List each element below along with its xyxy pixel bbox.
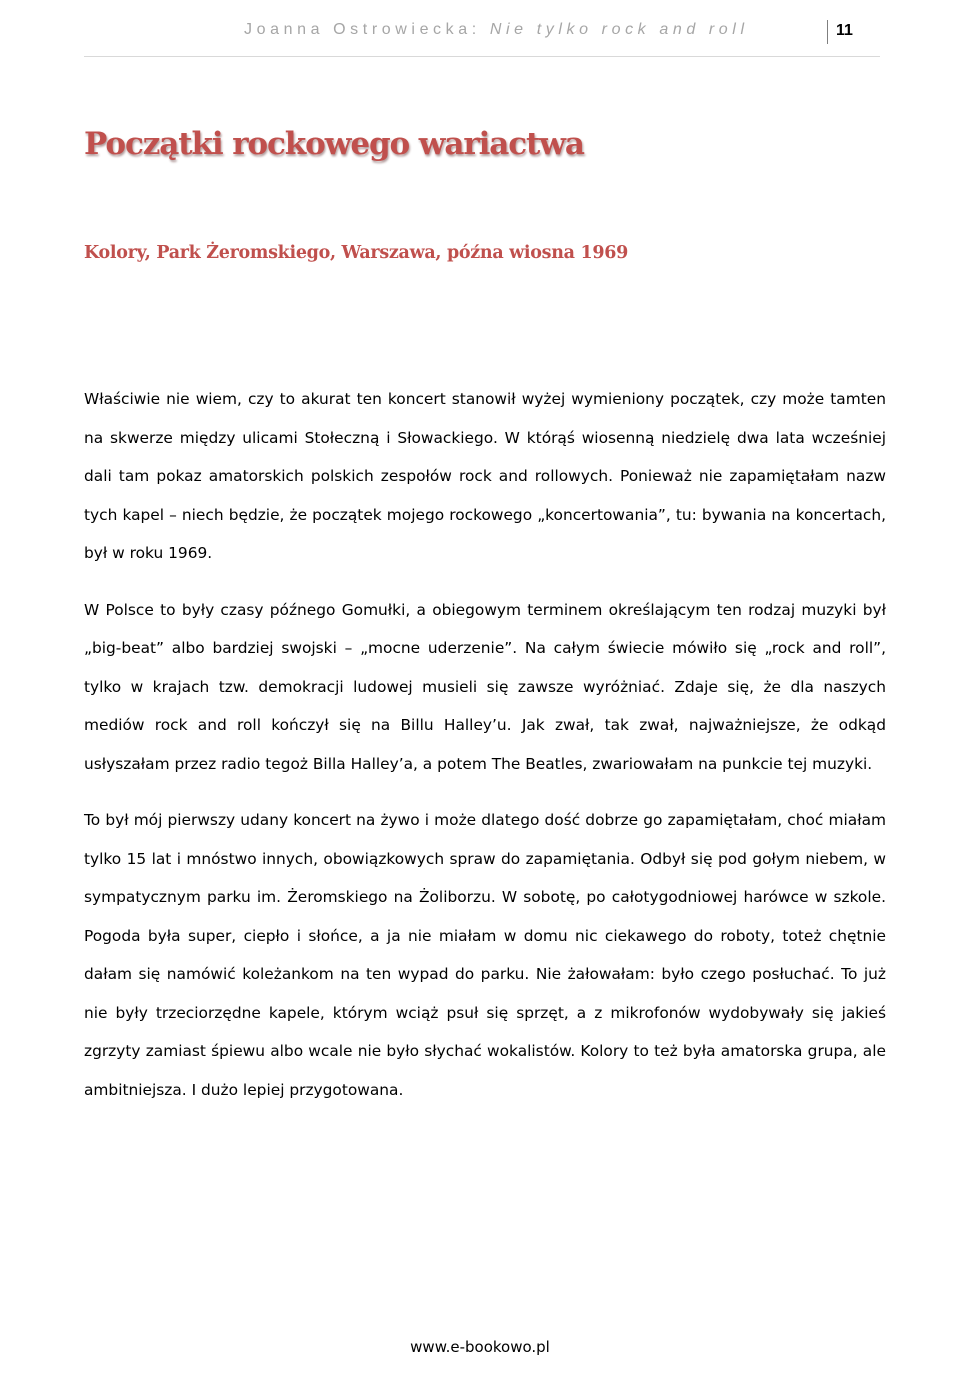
footer-url: www.e-bookowo.pl [410,1338,550,1356]
section-subtitle: Kolory, Park Żeromskiego, Warszawa, późna wiosna 1969 [84,243,628,263]
paragraph-3: To był mój pierwszy udany koncert na żywo i może dlatego dość dobrze go zapamiętałam, choć miałam tylko 15 lat i mnóstwo innych, obowiązkowych spraw do zapamiętania. Odbył się pod gołym niebem, w sympatycznym parku im. Żeromskiego na Żoliborzu. W sobotę, po całotygodniowej harówce w szkole. Pogoda była super, ciepło i słońce, a ja nie miałam w domu nic ciekawego do roboty, toteż chętnie dałam się namówić koleżankom na ten wypad do parku. Nie żałowałam: było czego posłuchać. To już nie były trzeciorzędne kapele, którym wciąż psuł się sprzęt, a z mikrofonów wydobywały się jakieś zgrzyty zamiast śpiewu albo wcale nie było słychać wokalistów. Kolory to też była amatorska grupa, ale ambitniejsza. I dużo lepiej przygotowana. [84,811,886,1099]
chapter-title: Początki rockowego wariactwa [84,126,584,162]
paragraph-2: W Polsce to były czasy późnego Gomułki, a obiegowym terminem określającym ten rodzaj muzyki był „big-beat” albo bardziej swojski – „mocne uderzenie”. Na całym świecie mówiło się „rock and roll”, tylko w krajach tzw. demokracji ludowej musieli się zawsze wyróżniać. Zdaje się, że dla naszych mediów rock and roll kończył się na Billu Halley’u. Jak zwał, tak zwał, najważniejsze, że odkąd usłyszałam przez radio tegoż Billa Halley’a, a potem The Beatles, zwariowałam na punkcie tej muzyki. [84,600,886,773]
running-header [84,20,880,57]
paragraph-1: Właściwie nie wiem, czy to akurat ten koncert stanowił wyżej wymieniony początek, czy może tamten na skwerze między ulicami Stołeczną i Słowackiego. W którąś wiosenną niedzielę dwa lata wcześniej dali tam pokaz amatorskich polskich zespołów rock and rollowych. Ponieważ nie zapamiętałam nazw tych kapel – niech będzie, że początek mojego rockowego „koncertowania”, tu: bywania na koncertach, był w roku 1969. [84,390,886,562]
header-running-title [244,21,749,39]
body-text [84,380,886,1109]
header-divider [827,20,828,44]
header-author: Joanna Ostrowiecka: [244,21,490,38]
page-number: 11 [836,22,853,39]
header-book-title: Nie tylko rock and roll [489,21,749,38]
